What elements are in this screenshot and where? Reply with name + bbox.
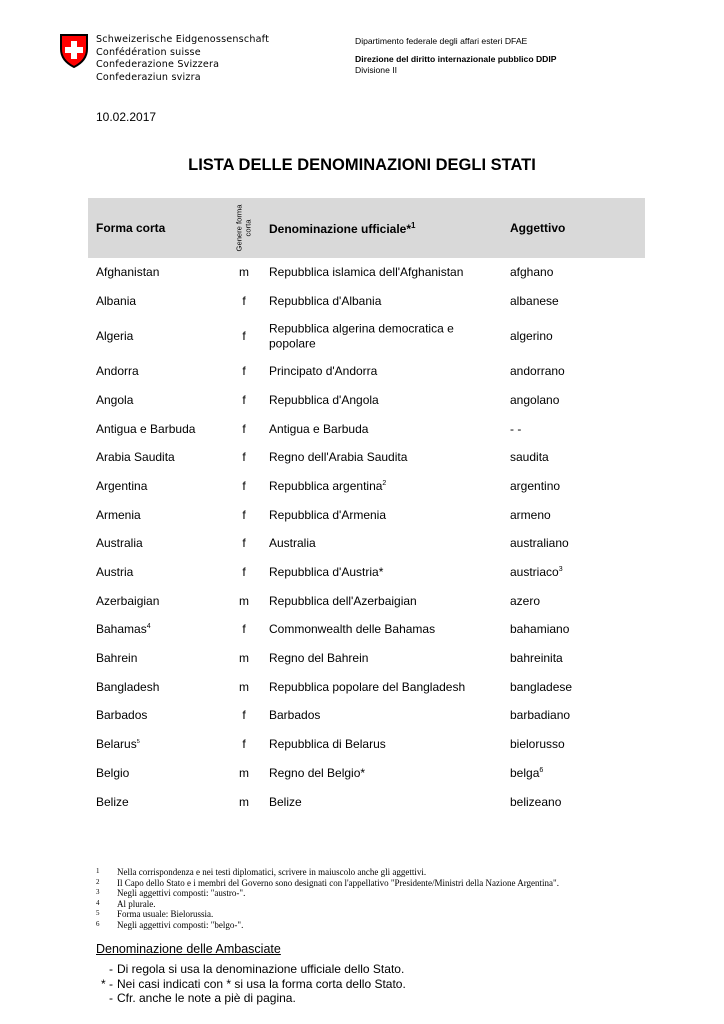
official-name-cell xyxy=(269,265,494,280)
short-form-cell xyxy=(96,622,151,637)
gender-cell: f xyxy=(242,622,246,637)
table-header xyxy=(88,198,645,258)
footnotes xyxy=(96,867,559,930)
short-form-text: Argentina xyxy=(96,478,148,493)
directorate-name: Direzione del diritto internazionale pubblico DDIP xyxy=(355,54,557,64)
column-header-gender-label: Genere forma corta xyxy=(234,204,252,252)
confederation-names xyxy=(96,34,269,84)
embassy-rule xyxy=(96,991,406,1006)
footnote xyxy=(96,920,559,931)
short-form-cell xyxy=(96,479,147,494)
footnote-text: Il Capo dello Stato e i membri del Governo sono designati con l'appellativo "Presidente/Ministri della Nazione Argentina". xyxy=(117,877,559,888)
official-name-cell xyxy=(269,393,494,408)
official-name-cell xyxy=(269,507,494,522)
official-name-cell xyxy=(269,651,494,666)
gender-cell: f xyxy=(242,363,246,378)
official-name-text: Repubblica islamica dell'Afghanistan xyxy=(269,265,464,280)
adjective-text: andorrano xyxy=(510,363,565,378)
adjective-text: belga xyxy=(510,765,540,780)
footnote-number: 1 xyxy=(96,867,100,875)
document-date: 10.02.2017 xyxy=(96,110,157,124)
adjective-text: austriaco xyxy=(510,564,559,579)
adjective-text: - - xyxy=(510,421,522,436)
footnote xyxy=(96,888,559,899)
official-name-text: Regno del Belgio* xyxy=(269,765,366,780)
adjective-cell xyxy=(510,680,572,695)
adjective-text: bahreinita xyxy=(510,650,563,665)
official-name-cell xyxy=(269,536,494,551)
short-form-cell xyxy=(96,794,129,809)
official-name-cell xyxy=(269,450,494,465)
short-form-text: Belize xyxy=(96,794,129,809)
official-name-text: Barbados xyxy=(269,708,321,723)
footnote-text: Nella corrispondenza e nei testi diplomatici, scrivere in maiuscolo anche gli aggettivi. xyxy=(117,867,427,877)
confederation-name-rm: Confederaziun svizra xyxy=(96,71,201,83)
short-form-text: Belgio xyxy=(96,765,130,780)
short-form-text: Azerbaigian xyxy=(96,593,160,608)
official-name-text: Regno del Bahrein xyxy=(269,650,369,665)
table-row xyxy=(88,759,645,788)
table-row xyxy=(88,529,645,558)
official-name-text: Australia xyxy=(269,536,316,551)
adjective-cell xyxy=(510,536,569,551)
short-form-cell xyxy=(96,708,147,723)
adjective-text: bangladese xyxy=(510,679,573,694)
swiss-crest-icon xyxy=(59,34,89,68)
official-name-cell xyxy=(269,421,494,436)
adjective-text: bielorusso xyxy=(510,736,565,751)
adjective-cell xyxy=(510,766,543,781)
confederation-name-fr: Confédération suisse xyxy=(96,46,201,58)
short-form-cell xyxy=(96,364,139,379)
short-form-cell xyxy=(96,507,141,522)
table-row xyxy=(88,357,645,386)
department-block xyxy=(355,36,557,76)
official-name-text: Antigua e Barbuda xyxy=(269,421,369,436)
footnote-number: 6 xyxy=(96,919,100,928)
short-form-text: Bangladesh xyxy=(96,679,160,694)
adjective-text: algerino xyxy=(510,328,553,343)
official-name-cell xyxy=(269,565,494,580)
embassy-rule-marker: - xyxy=(109,962,113,976)
adjective-text: armeno xyxy=(510,507,551,522)
table-row xyxy=(88,558,645,587)
embassy-rule-marker: * - xyxy=(101,976,113,991)
official-name-cell xyxy=(269,794,494,809)
official-name-cell xyxy=(269,294,494,309)
gender-cell: f xyxy=(242,328,246,343)
official-name-cell xyxy=(269,593,494,608)
short-form-text: Algeria xyxy=(96,328,134,343)
footnote-number: 5 xyxy=(96,909,100,917)
adjective-cell xyxy=(510,450,549,465)
adjective-text: belizeano xyxy=(510,794,562,809)
gender-cell: m xyxy=(239,265,249,280)
department-name: Dipartimento federale degli affari esteri DFAE xyxy=(355,36,528,46)
embassy-rule-marker: - xyxy=(109,991,113,1006)
short-form-text: Austria xyxy=(96,564,134,579)
adjective-cell xyxy=(510,622,569,637)
footnote-ref: 4 xyxy=(146,623,151,631)
short-form-cell xyxy=(96,651,137,666)
short-form-text: Antigua e Barbuda xyxy=(96,421,196,436)
footnote xyxy=(96,878,559,889)
adjective-text: saudita xyxy=(510,450,549,465)
short-form-text: Angola xyxy=(96,392,134,407)
short-form-cell xyxy=(96,294,136,309)
table-row xyxy=(88,386,645,415)
table-row xyxy=(88,315,645,357)
short-form-cell xyxy=(96,680,159,695)
official-name-cell xyxy=(269,479,494,494)
short-form-text: Barbados xyxy=(96,708,148,723)
adjective-cell xyxy=(510,265,553,280)
embassy-rule-text: Nei casi indicati con * si usa la forma corta dello Stato. xyxy=(117,976,406,991)
table-row xyxy=(88,644,645,673)
adjective-cell xyxy=(510,737,565,752)
footnote-ref: 6 xyxy=(539,766,544,774)
footnote xyxy=(96,867,559,878)
gender-cell: m xyxy=(239,679,249,694)
short-form-text: Afghanistan xyxy=(96,265,160,280)
short-form-text: Bahamas xyxy=(96,622,147,637)
short-form-text: Belarus xyxy=(96,736,137,751)
short-form-cell xyxy=(96,737,140,752)
gender-cell: m xyxy=(239,593,249,608)
footnote-number: 2 xyxy=(96,877,100,886)
footnote xyxy=(96,899,559,910)
footnote-number: 3 xyxy=(96,888,100,896)
official-name-cell xyxy=(269,737,494,752)
footnote-text: Negli aggettivi composti: "austro-". xyxy=(117,888,246,898)
footnote-text: Negli aggettivi composti: "belgo-". xyxy=(117,919,244,930)
adjective-cell xyxy=(510,364,565,379)
adjective-text: argentino xyxy=(510,478,561,493)
adjective-cell xyxy=(510,565,563,580)
gender-cell: f xyxy=(242,450,246,465)
adjective-cell xyxy=(510,421,521,436)
short-form-text: Arabia Saudita xyxy=(96,450,175,465)
short-form-text: Bahrein xyxy=(96,650,138,665)
gender-cell: f xyxy=(242,478,246,493)
confederation-name-de: Schweizerische Eidgenossenschaft xyxy=(96,34,270,45)
official-name-cell xyxy=(269,708,494,723)
footnote-ref: 3 xyxy=(558,565,563,573)
official-name-text: Repubblica di Belarus xyxy=(269,736,386,751)
column-header-adjective: Aggettivo xyxy=(510,221,566,235)
short-form-cell xyxy=(96,265,159,280)
gender-cell: f xyxy=(242,536,246,551)
table-row xyxy=(88,730,645,759)
column-header-official-name xyxy=(269,221,415,236)
footnote-ref: 1 xyxy=(411,221,416,230)
footnote-ref: 2 xyxy=(382,479,387,487)
embassies-title: Denominazione delle Ambasciate xyxy=(96,942,281,956)
adjective-cell xyxy=(510,329,553,344)
table-row xyxy=(88,258,645,287)
gender-cell: f xyxy=(242,736,246,751)
table-row xyxy=(88,672,645,701)
adjective-cell xyxy=(510,794,561,809)
adjective-text: albanese xyxy=(510,293,559,308)
adjective-cell xyxy=(510,479,560,494)
adjective-cell xyxy=(510,651,563,666)
letterhead xyxy=(59,34,699,90)
confederation-name-it: Confederazione Svizzera xyxy=(96,59,220,70)
table-row xyxy=(88,701,645,730)
official-name-text: Repubblica d'Austria* xyxy=(269,564,384,579)
gender-cell: m xyxy=(239,650,249,665)
embassy-rule-text: Cfr. anche le note a piè di pagina. xyxy=(117,991,296,1006)
short-form-text: Australia xyxy=(96,536,143,551)
adjective-text: barbadiano xyxy=(510,708,571,723)
official-name-cell xyxy=(269,622,494,637)
short-form-cell xyxy=(96,766,129,781)
table-row xyxy=(88,472,645,501)
adjective-cell xyxy=(510,593,540,608)
adjective-cell xyxy=(510,708,570,723)
gender-cell: f xyxy=(242,564,246,579)
gender-cell: f xyxy=(242,421,246,436)
official-name-cell xyxy=(269,322,494,351)
official-name-text: Repubblica d'Albania xyxy=(269,293,382,308)
gender-cell: m xyxy=(239,765,249,780)
table-row xyxy=(88,586,645,615)
column-header-official-label: Denominazione ufficiale* xyxy=(269,222,412,236)
official-name-text: Repubblica algerina democratica e popolare xyxy=(269,321,454,351)
short-form-cell xyxy=(96,450,175,465)
gender-cell: f xyxy=(242,392,246,407)
official-name-cell xyxy=(269,364,494,379)
footnote-number: 4 xyxy=(96,898,100,907)
short-form-cell xyxy=(96,593,159,608)
adjective-text: angolano xyxy=(510,392,560,407)
official-name-text: Principato d'Andorra xyxy=(269,363,378,378)
embassy-rule xyxy=(96,962,406,977)
adjective-text: azero xyxy=(510,593,541,608)
official-name-text: Repubblica popolare del Bangladesh xyxy=(269,679,466,694)
gender-cell: m xyxy=(239,794,249,809)
table-row xyxy=(88,787,645,816)
embassy-rule xyxy=(96,977,406,992)
adjective-cell xyxy=(510,294,559,309)
footnote-text: Al plurale. xyxy=(117,898,156,909)
short-form-cell xyxy=(96,329,133,344)
table-row xyxy=(88,287,645,316)
adjective-text: bahamiano xyxy=(510,622,570,637)
official-name-text: Regno dell'Arabia Saudita xyxy=(269,450,408,465)
table-body xyxy=(88,258,645,816)
table-row xyxy=(88,443,645,472)
division-name: Divisione II xyxy=(355,65,398,75)
footnote xyxy=(96,909,559,920)
column-header-short-form: Forma corta xyxy=(96,221,166,235)
official-name-cell xyxy=(269,680,494,695)
official-name-text: Repubblica dell'Azerbaigian xyxy=(269,593,417,608)
short-form-cell xyxy=(96,393,133,408)
official-name-text: Repubblica d'Angola xyxy=(269,392,379,407)
adjective-text: afghano xyxy=(510,265,554,280)
document-title: LISTA DELLE DENOMINAZIONI DEGLI STATI xyxy=(188,156,536,174)
short-form-cell xyxy=(96,536,143,551)
footnote-text: Forma usuale: Bielorussia. xyxy=(117,909,214,919)
short-form-text: Andorra xyxy=(96,363,139,378)
gender-cell: f xyxy=(242,708,246,723)
table-row xyxy=(88,615,645,644)
official-name-text: Belize xyxy=(269,794,302,809)
embassy-rule-text: Di regola si usa la denominazione ufficiale dello Stato. xyxy=(117,962,405,976)
short-form-cell xyxy=(96,565,133,580)
footnote-ref: 5 xyxy=(136,738,140,745)
embassies-list xyxy=(96,962,406,1006)
official-name-text: Repubblica argentina xyxy=(269,478,383,493)
table-row xyxy=(88,500,645,529)
official-name-text: Repubblica d'Armenia xyxy=(269,507,387,522)
column-header-gender xyxy=(224,202,264,254)
short-form-text: Albania xyxy=(96,293,137,308)
gender-cell: f xyxy=(242,293,246,308)
adjective-text: australiano xyxy=(510,536,569,551)
short-form-cell xyxy=(96,421,195,436)
official-name-cell xyxy=(269,766,494,781)
gender-cell: f xyxy=(242,507,246,522)
adjective-cell xyxy=(510,507,551,522)
table-row xyxy=(88,414,645,443)
official-name-text: Commonwealth delle Bahamas xyxy=(269,622,436,637)
adjective-cell xyxy=(510,393,559,408)
short-form-text: Armenia xyxy=(96,507,141,522)
